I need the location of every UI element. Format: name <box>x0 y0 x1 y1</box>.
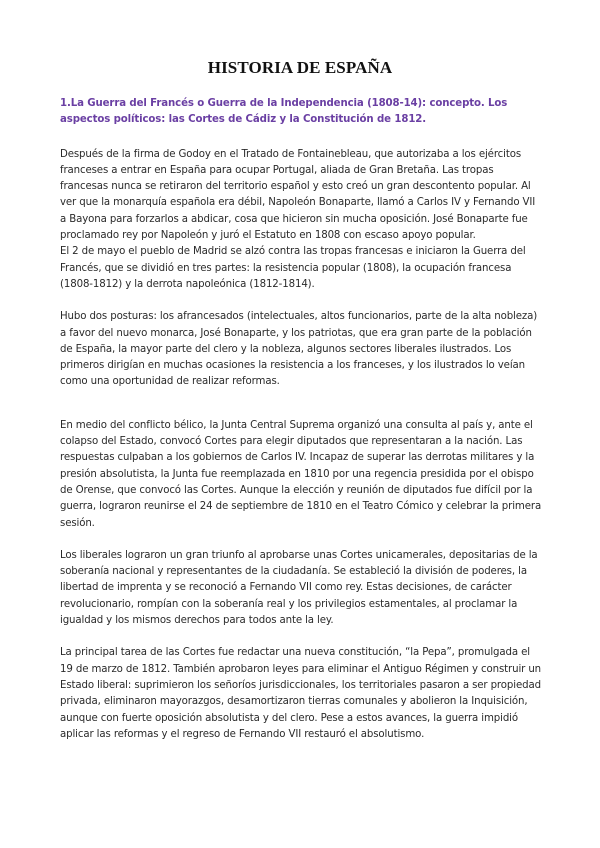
page-title: HISTORIA DE ESPAÑA <box>207 58 393 77</box>
document-body <box>60 96 544 743</box>
paragraph-4: En medio del conflicto bélico, la Junta Central Suprema organizó una consulta al país y, ante el colapso del Estado, convocó Cortes para elegir diputados que representaran a la nación. Las respuestas culpaban a los gobiernos de Carlos IV. Incapaz de superar las derrotas militares y la presión absolutista, la Junta fue reemplazada en 1810 por una regencia presidida por el obispo de Orense, que convocó las Cortes. Aunque la elección y reunión de diputados fue difícil por la guerra, lograron reunirse el 24 de septiembre de 1810 en el Teatro Cómico y celebrar la primera sesión. <box>60 419 542 529</box>
paragraph-2: El 2 de mayo el pueblo de Madrid se alzó contra las tropas francesas e iniciaron la Guerra del Francés, que se dividió en tres partes: la resistencia popular (1808), la ocupación francesa (1808-1812) y la derrota napoleónica (1812-1814). <box>60 246 526 290</box>
paragraph-6: La principal tarea de las Cortes fue redactar una nueva constitución, “la Pepa”, promulgada el 19 de marzo de 1812. También aprobaron leyes para eliminar el Antiguo Régimen y construir un Estado liberal: suprimieron los señoríos jurisdiccionales, los territoriales pasaron a ser propiedad privada, eliminaron mayorazgos, desamortizaron tierras comunales y abolieron la Inquisición, aunque con fuerte oposición absolutista y del clero. Pese a estos avances, la guerra impidió aplicar las reformas y el regreso de Fernando VII restauró el absolutismo. <box>60 647 542 740</box>
paragraph-5: Los liberales lograron un gran triunfo al aprobarse unas Cortes unicamerales, depositarias de la soberanía nacional y representantes de la ciudadanía. Se estableció la división de poderes, la libertad de imprenta y se reconoció a Fernando VII como rey. Estas decisiones, de carácter revolucionario, rompían con la soberanía real y los privilegios estamentales, al proclamar la igualdad y los mismos derechos para todos ante la ley. <box>60 549 538 627</box>
paragraph-3: Hubo dos posturas: los afrancesados (intelectuales, altos funcionarios, parte de la alta nobleza) a favor del nuevo monarca, José Bonaparte, y los patriotas, que era gran parte de la población de España, la mayor parte del clero y la nobleza, algunos sectores liberales ilustrados. Los primeros dirigían en muchas ocasiones la resistencia a los franceses, y los ilustrados lo veían como una oportunidad de realizar reformas. <box>60 311 538 388</box>
paragraph-1: Después de la firma de Godoy en el Tratado de Fontainebleau, que autorizaba a los ejércitos franceses a entrar en España para ocupar Portugal, aliada de Gran Bretaña. Las tropas francesas nunca se retiraron del territorio español y esto creó un gran descontento popular. Al ver que la monarquía española era débil, Napoleón Bonaparte, llamó a Carlos IV y Fernando VII a Bayona para forzarlos a abdicar, cosa que hicieron sin mucha oposición. José Bonaparte fue proclamado rey por Napoleón y juró el Estatuto en 1808 con escaso apoyo popular. <box>60 148 536 242</box>
section-heading: 1.La Guerra del Francés o Guerra de la Independencia (1808-14): concepto. Los aspectos políticos: las Cortes de Cádiz y la Constitución de 1812. <box>60 98 508 126</box>
